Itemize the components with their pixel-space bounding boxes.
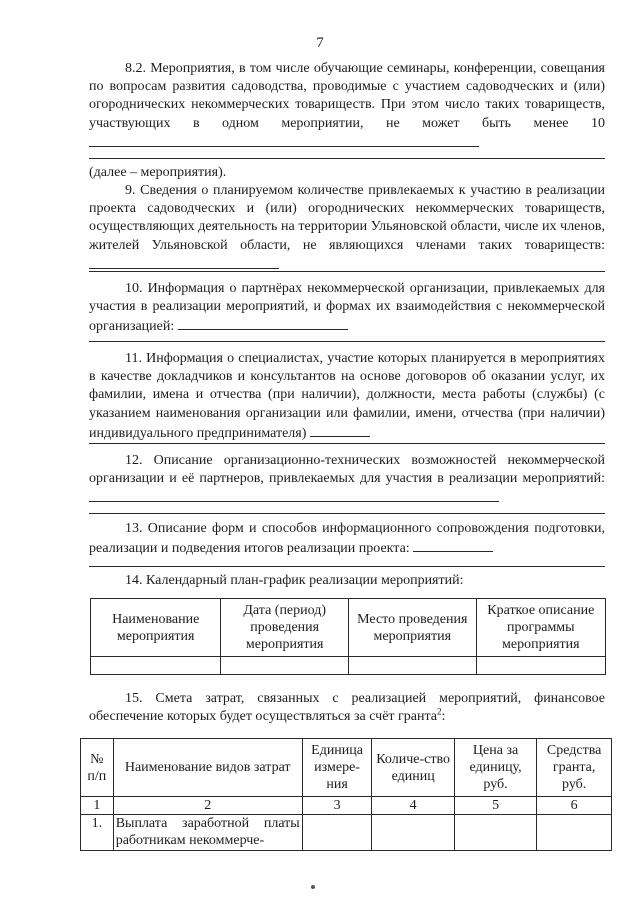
fill-line [89, 513, 605, 514]
colon: : [441, 709, 446, 725]
fill-line [89, 566, 605, 567]
schedule-header-name: Наименование мероприятия [91, 599, 221, 657]
section-8-2-text: 8.2. Мероприятия, в том числе обучающие семинары, конференции, совещания по вопросам развития садоводства, проводимые с участием садоводческих и (или) огороднических некоммерческих товариществ. При этом число таких товариществ, участвующих в одном мероприятии, не может быть менее 10 [89, 61, 605, 131]
fill-line [89, 443, 605, 444]
budget-header-qty: Количе-ство единиц [372, 739, 454, 797]
section-14 [89, 572, 605, 590]
schedule-cell [349, 657, 477, 675]
budget-colnum: 6 [537, 797, 612, 815]
scan-dot [311, 885, 315, 889]
schedule-cell [221, 657, 349, 675]
schedule-cell [476, 657, 605, 675]
budget-cell [372, 815, 454, 851]
section-14-text: 14. Календарный план-график реализации мероприятий: [125, 573, 464, 588]
budget-header-num: № п/п [81, 739, 114, 797]
section-9 [89, 182, 605, 275]
budget-header-price: Цена за единицу, руб. [454, 739, 536, 797]
fill-line [89, 341, 605, 342]
budget-header-grant: Средства гранта, руб. [537, 739, 612, 797]
budget-header-unit: Единица измере-ния [302, 739, 372, 797]
page-number: 7 [316, 35, 324, 51]
fill-line [89, 271, 605, 272]
budget-row-num: 1. [81, 815, 114, 851]
budget-header-name: Наименование видов затрат [113, 739, 302, 797]
fill-line [89, 255, 279, 269]
fill-line [89, 158, 605, 159]
budget-row-name: Выплата заработной платы работникам некоммерче- [113, 815, 302, 851]
section-9-text: 9. Сведения о планируемом количестве привлекаемых к участию в реализации проекта садоводческих и (или) огороднических некоммерческих товариществ, осуществляющих деятельность на территории Ульяновской области, числе их членов, жителей Ульяновской области, не являющихся членами таких товариществ: [89, 183, 605, 253]
budget-cell [537, 815, 612, 851]
section-15 [89, 690, 605, 726]
fill-line [178, 316, 348, 330]
section-10 [89, 280, 605, 337]
schedule-header-place: Место проведения мероприятия [349, 599, 477, 657]
section-12-text: 12. Описание организационно-технических возможностей некоммерческой организации и её партнеров, привлекаемых для участия в реализации мероприятий: [89, 453, 605, 487]
schedule-header-date: Дата (период) проведения мероприятия [221, 599, 349, 657]
section-15-text: 15. Смета затрат, связанных с реализацией мероприятий, финансовое обеспечение которых будет осуществляться за счёт гранта [89, 691, 605, 725]
budget-colnum: 5 [454, 797, 536, 815]
schedule-cell [91, 657, 221, 675]
budget-colnum: 2 [113, 797, 302, 815]
fill-line [310, 423, 370, 437]
budget-colnum: 3 [302, 797, 372, 815]
budget-cell [302, 815, 372, 851]
footnote-ref: 2 [437, 706, 442, 717]
section-11 [89, 350, 605, 443]
section-11-text: 11. Информация о специалистах, участие которых планируется в мероприятиях в качестве докладчиков и консультантов на основе договоров об оказании услуг, их фамилии, имена и отчества (при наличии), должности, места работы (службы) (с указанием наименования организации или фамилии, имени, отчества (при наличии) индивидуального предпринимателя) [89, 351, 605, 441]
section-13 [89, 520, 605, 558]
section-8-2-tail: (далее – мероприятия). [89, 165, 227, 180]
section-10-text: 10. Информация о партнёрах некоммерческой организации, привлекаемых для участия в реализации мероприятий, и формах их взаимодействия с некоммерческой организацией: [89, 281, 605, 335]
schedule-table [90, 598, 606, 675]
fill-line [89, 488, 499, 502]
fill-line [89, 133, 479, 147]
schedule-header-program: Краткое описание программы мероприятия [476, 599, 605, 657]
section-8-2 [89, 60, 605, 153]
budget-cell [454, 815, 536, 851]
budget-colnum: 4 [372, 797, 454, 815]
budget-table [80, 738, 612, 851]
section-13-text: 13. Описание форм и способов информационного сопровождения подготовки, реализации и подведения итогов реализации проекта: [89, 521, 605, 557]
fill-line [413, 538, 493, 552]
budget-colnum: 1 [81, 797, 114, 815]
section-12 [89, 452, 605, 509]
